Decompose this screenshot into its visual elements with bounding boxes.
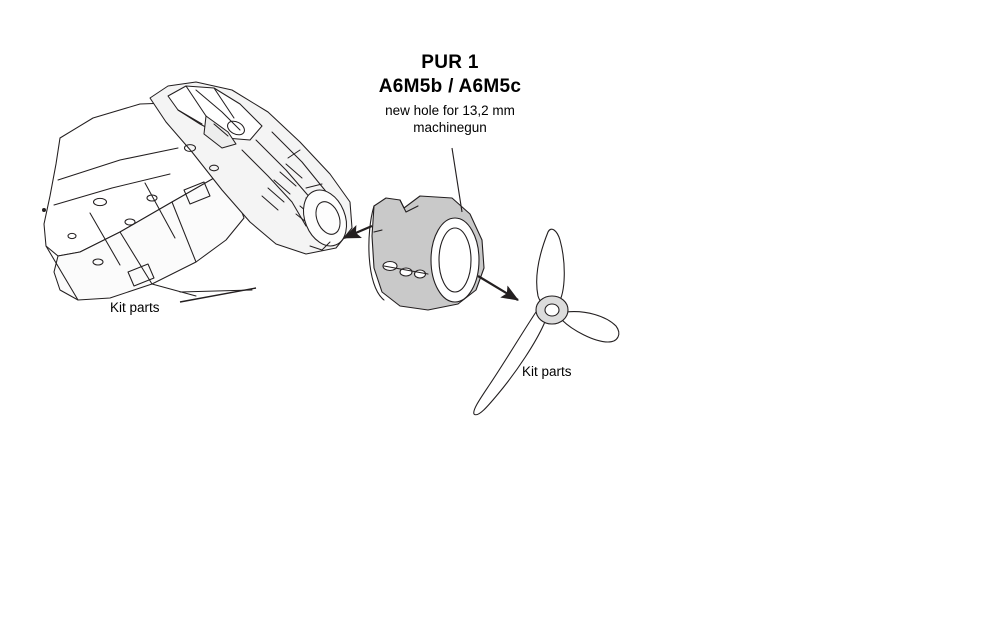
note-line-2: machinegun	[413, 119, 487, 135]
propeller-assembly	[474, 229, 619, 415]
kit-parts-right-label: Kit parts	[522, 364, 572, 379]
kit-parts-left-label: Kit parts	[110, 300, 160, 315]
arrow-cowling-to-propeller	[478, 276, 518, 300]
aircraft-fuselage-wing-assembly	[42, 82, 354, 300]
title-block	[330, 52, 570, 136]
note-line-1: new hole for 13,2 mm	[385, 102, 515, 118]
aircraft-variants: A6M5b / A6M5c	[378, 76, 522, 98]
resin-engine-cowling	[369, 196, 484, 310]
part-code: PUR 1	[421, 52, 479, 73]
